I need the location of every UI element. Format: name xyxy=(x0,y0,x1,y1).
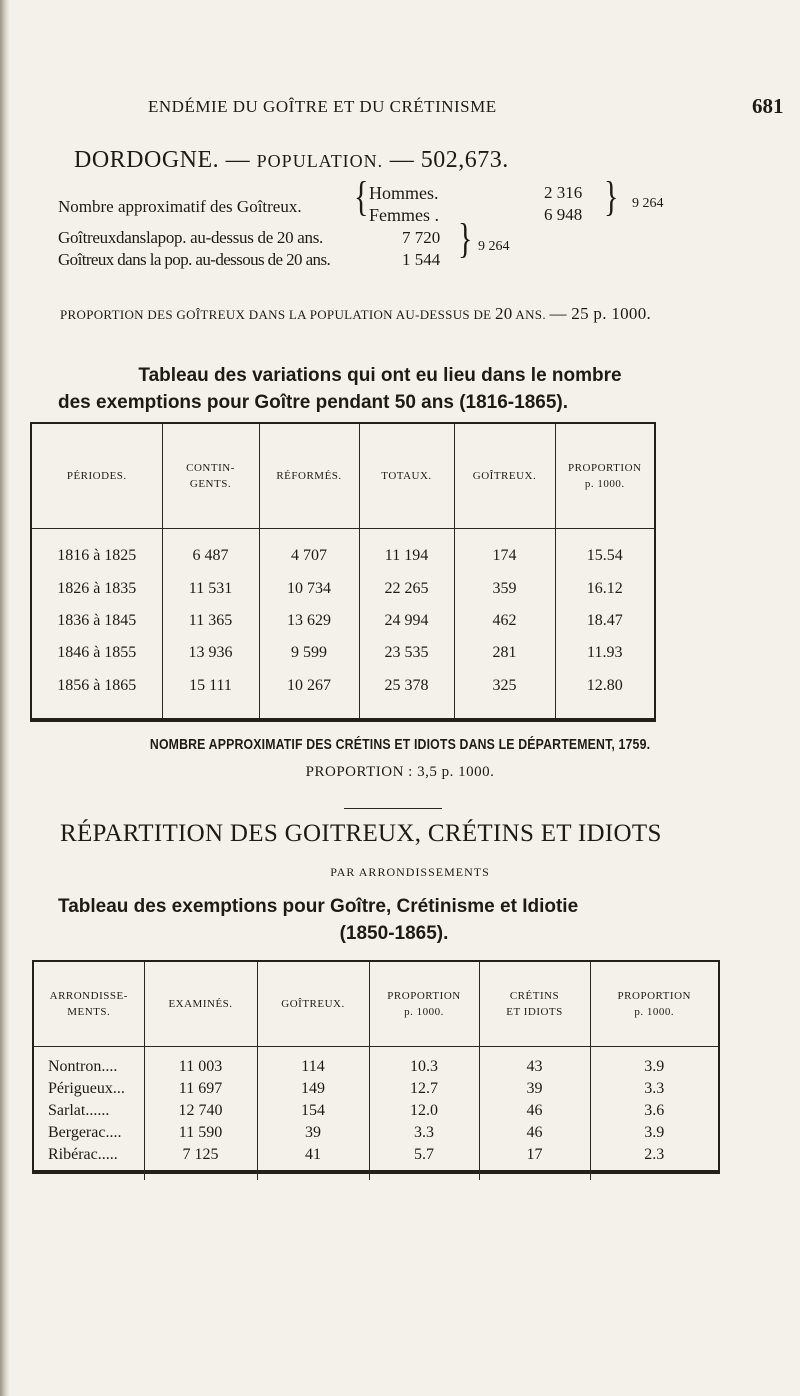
table1-header-reformes xyxy=(259,424,359,528)
cretins-proportion-note: PROPORTION : 3,5 p. 1000. xyxy=(305,764,495,780)
goitre-statistics xyxy=(58,174,758,283)
table-row xyxy=(32,540,654,572)
table-cell: 46 xyxy=(479,1122,590,1144)
table-cell: 359 xyxy=(454,572,555,604)
table-row xyxy=(32,670,654,702)
table-cell: 11 003 xyxy=(144,1056,257,1078)
table-cell: 2.3 xyxy=(590,1144,718,1166)
table1-header-proportion xyxy=(555,424,654,528)
table-cell: 10.3 xyxy=(369,1056,479,1078)
table-cell: 3.9 xyxy=(590,1122,718,1144)
table2-spacer-row xyxy=(34,1046,718,1056)
table1-title xyxy=(0,362,800,416)
table2-title-line1: Tableau des exemptions pour Goître, Crétinisme et Idiotie xyxy=(58,896,579,917)
table-cell: Bergerac.... xyxy=(48,1124,122,1141)
proportion-ans: ANS. xyxy=(515,307,546,322)
header-text: RÉFORMÉS. xyxy=(276,469,342,482)
table-cell: Sarlat...... xyxy=(48,1102,110,1119)
table-cell: 325 xyxy=(454,670,555,702)
closing-brace-icon: } xyxy=(604,174,619,221)
header-text: PROPORTION p. 1000. xyxy=(568,461,642,490)
population-value: 502,673. xyxy=(420,147,509,173)
header-text: PÉRIODES. xyxy=(66,469,127,482)
proportion-age: 20 xyxy=(494,304,513,323)
table2 xyxy=(34,962,718,1180)
table-cell: 41 xyxy=(257,1144,369,1166)
header-text: GOÎTREUX. xyxy=(472,469,537,482)
table-cell: 15 111 xyxy=(162,670,259,702)
department-title xyxy=(74,147,509,174)
table-cell: Nontron.... xyxy=(48,1058,118,1075)
below20-value: 1 544 xyxy=(402,250,441,269)
section-divider xyxy=(344,808,442,809)
table-row xyxy=(34,1122,718,1144)
table-row xyxy=(32,572,654,604)
table2-header-examines xyxy=(144,962,257,1046)
table-cell: 1816 à 1825 xyxy=(57,547,137,565)
table-cell: 25 378 xyxy=(359,670,454,702)
table1-frame xyxy=(30,422,656,722)
table2-title-line2: (1850-1865). xyxy=(339,923,449,944)
header-text: GOÎTREUX. xyxy=(281,997,345,1010)
table-cell: 24 994 xyxy=(359,605,454,637)
running-title: ENDÉMIE DU GOÎTRE ET DU CRÉTINISME xyxy=(148,97,497,116)
page-header xyxy=(0,94,800,121)
table1-header-periodes xyxy=(32,424,162,528)
page-number: 681 xyxy=(752,94,784,118)
table-cell: 17 xyxy=(479,1144,590,1166)
table-cell: 3.6 xyxy=(590,1100,718,1122)
table-cell: Périgueux... xyxy=(48,1080,125,1097)
title-dash: — xyxy=(225,147,251,173)
cretins-count-note xyxy=(0,736,800,753)
table-cell: 281 xyxy=(454,637,555,669)
table-row xyxy=(32,605,654,637)
above20-value: 7 720 xyxy=(402,228,441,247)
approx-label: Nombre approximatif des Goîtreux. xyxy=(58,197,302,216)
table1-title-line2: des exemptions pour Goître pendant 50 ans (1816-1865). xyxy=(58,392,568,413)
proportion-label: PROPORTION DES GOÎTREUX DANS LA POPULATION AU-DESSUS DE xyxy=(60,307,492,322)
above20-label: Goîtreuxdanslapop. au-dessus de 20 ans. xyxy=(58,228,323,247)
closing-brace-2-icon: } xyxy=(458,216,473,263)
table-cell: 9 599 xyxy=(259,637,359,669)
table-cell: 46 xyxy=(479,1100,590,1122)
table-cell: 1856 à 1865 xyxy=(57,676,137,694)
table-cell: 11 365 xyxy=(162,605,259,637)
table1-header-totaux xyxy=(359,424,454,528)
table-cell: 5.7 xyxy=(369,1144,479,1166)
table-cell: 7 125 xyxy=(144,1144,257,1166)
women-label: Femmes . xyxy=(369,205,439,225)
table2-header-goitreux xyxy=(257,962,369,1046)
table-cell: 3.3 xyxy=(590,1078,718,1100)
header-text: TOTAUX. xyxy=(381,469,432,482)
table-cell: 4 707 xyxy=(259,540,359,572)
table-cell: 6 487 xyxy=(162,540,259,572)
table-cell: 11 531 xyxy=(162,572,259,604)
table-cell: 462 xyxy=(454,605,555,637)
below20-label: Goîtreux dans la pop. au-dessous de 20 ans. xyxy=(58,250,331,269)
table-cell: 16.12 xyxy=(555,572,654,604)
table-cell: 15.54 xyxy=(555,540,654,572)
total-value: 9 264 xyxy=(632,196,664,211)
table2-header-arrondissements xyxy=(34,962,144,1046)
table-cell: 22 265 xyxy=(359,572,454,604)
men-label: Hommes. xyxy=(369,183,439,203)
table-cell: 154 xyxy=(257,1100,369,1122)
table-cell: 11 194 xyxy=(359,540,454,572)
table-row xyxy=(34,1144,718,1166)
cretins-count-text: NOMBRE APPROXIMATIF DES CRÉTINS ET IDIOTS DANS LE DÉPARTEMENT, 1759. xyxy=(149,736,651,753)
book-gutter xyxy=(0,0,10,1396)
population-label: POPULATION. xyxy=(256,151,384,171)
table1-bottom-spacer xyxy=(32,702,654,718)
total2-value: 9 264 xyxy=(478,239,510,254)
table-cell: 11.93 xyxy=(555,637,654,669)
table-row xyxy=(34,1056,718,1078)
men-value: 2 316 xyxy=(544,183,583,202)
table-cell: 39 xyxy=(479,1078,590,1100)
table1-spacer-row xyxy=(32,528,654,540)
table2-header-cretins xyxy=(479,962,590,1046)
table2-title xyxy=(58,893,800,947)
table-cell: 11 697 xyxy=(144,1078,257,1100)
table-cell: 39 xyxy=(257,1122,369,1144)
table-cell: 12.7 xyxy=(369,1078,479,1100)
table2-header-row xyxy=(34,962,718,1046)
title-dash-2: — xyxy=(389,147,415,173)
section-subtitle: PAR ARRONDISSEMENTS xyxy=(330,865,490,879)
table-cell: 13 936 xyxy=(162,637,259,669)
table2-header-proportion xyxy=(369,962,479,1046)
table-cell: 23 535 xyxy=(359,637,454,669)
table1 xyxy=(32,424,654,718)
table2-header-proportion-2 xyxy=(590,962,718,1046)
table1-header-row xyxy=(32,424,654,528)
table-row xyxy=(34,1100,718,1122)
table-cell: 10 734 xyxy=(259,572,359,604)
table-cell: 12.80 xyxy=(555,670,654,702)
header-text: CONTIN- GENTS. xyxy=(186,461,235,490)
table-cell: 1846 à 1855 xyxy=(57,644,137,662)
table-cell: 114 xyxy=(257,1056,369,1078)
table-cell: 1836 à 1845 xyxy=(57,611,137,629)
table-cell: Ribérac..... xyxy=(48,1146,118,1163)
brace-icon: { xyxy=(354,174,369,221)
table-row xyxy=(34,1078,718,1100)
table-cell: 43 xyxy=(479,1056,590,1078)
table1-title-line1: Tableau des variations qui ont eu lieu dans le nombre xyxy=(138,365,622,386)
table-cell: 3.9 xyxy=(590,1056,718,1078)
header-text: PROPORTION p. 1000. xyxy=(387,989,461,1018)
table-cell: 174 xyxy=(454,540,555,572)
table-cell: 12.0 xyxy=(369,1100,479,1122)
table-cell: 1826 à 1835 xyxy=(57,579,137,597)
table-cell: 13 629 xyxy=(259,605,359,637)
table2-frame xyxy=(32,960,720,1174)
table-cell: 12 740 xyxy=(144,1100,257,1122)
table-cell: 11 590 xyxy=(144,1122,257,1144)
header-text: CRÉTINS ET IDIOTS xyxy=(506,989,563,1018)
proportion-value: — 25 p. 1000. xyxy=(549,304,652,323)
header-text: EXAMINÉS. xyxy=(168,997,233,1010)
table-cell: 18.47 xyxy=(555,605,654,637)
women-value: 6 948 xyxy=(544,205,583,224)
section-title: RÉPARTITION DES GOITREUX, CRÉTINS ET IDIOTS xyxy=(60,820,662,847)
table-row xyxy=(32,637,654,669)
header-text: PROPORTION p. 1000. xyxy=(617,989,691,1018)
table1-header-goitreux xyxy=(454,424,555,528)
table1-header-contingents xyxy=(162,424,259,528)
header-text: ARRONDISSE- MENTS. xyxy=(49,989,128,1018)
table2-bottom-spacer xyxy=(34,1166,718,1180)
table-cell: 3.3 xyxy=(369,1122,479,1144)
table-cell: 149 xyxy=(257,1078,369,1100)
department-name: DORDOGNE. xyxy=(74,147,220,173)
goitre-proportion-line xyxy=(60,304,651,324)
table-cell: 10 267 xyxy=(259,670,359,702)
